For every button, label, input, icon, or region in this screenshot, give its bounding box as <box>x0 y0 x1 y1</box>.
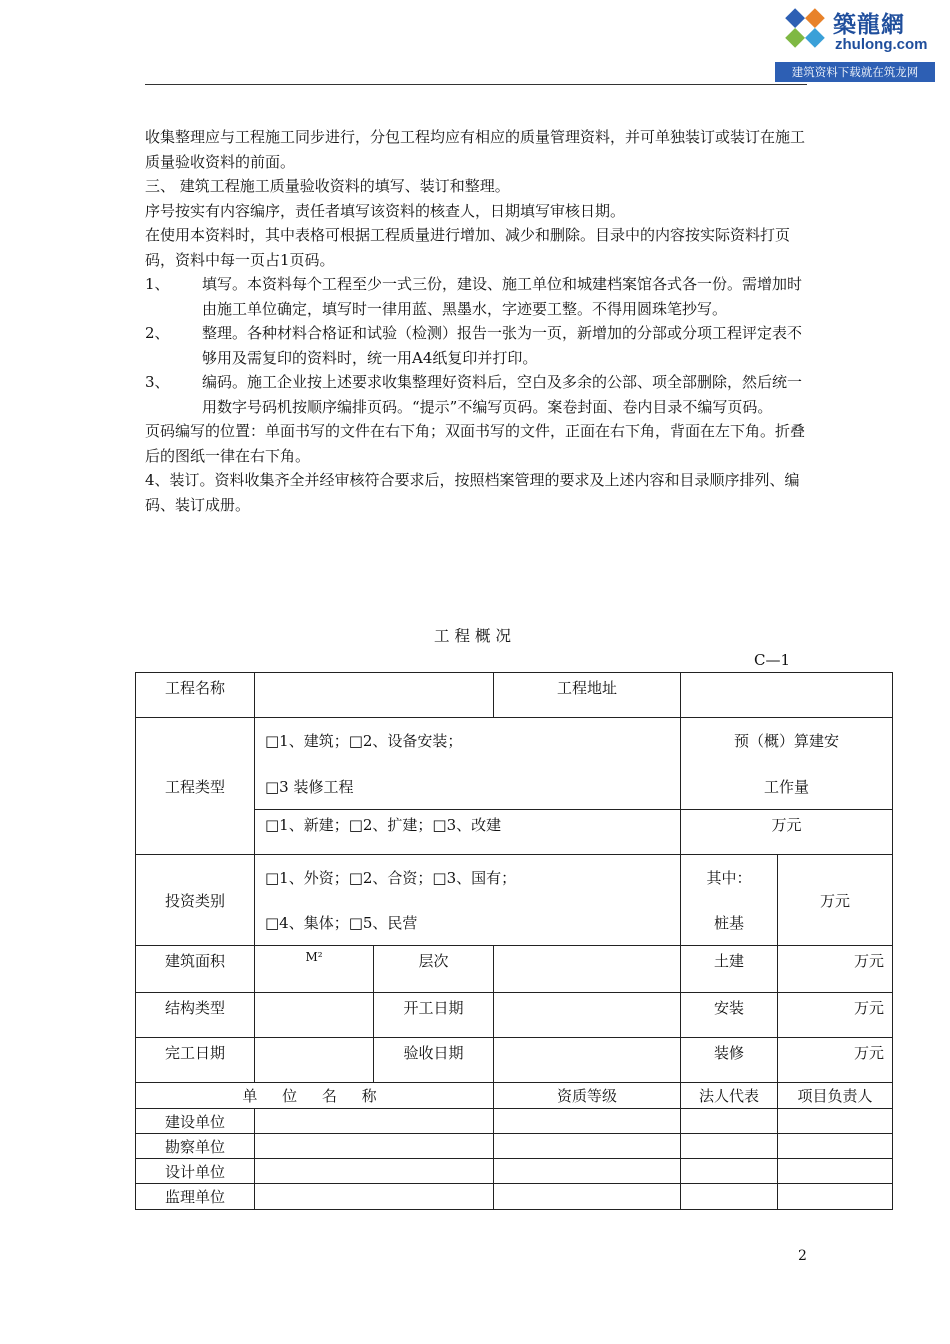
unit-label: 勘察单位 <box>136 1134 255 1159</box>
list-number: 3、 <box>145 373 170 391</box>
logo-slogan: 建筑资料下载就在筑龙网 <box>775 62 935 82</box>
unit-label: 建设单位 <box>136 1109 255 1134</box>
list-number: 2、 <box>145 324 170 342</box>
table-code: C—1 <box>754 651 791 669</box>
list-text: 整理。各种材料合格证和试验（检测）报告一张为一页，新增加的分部或分项工程评定表不够用及需复印的资料时，统一用A4纸复印并打印。 <box>202 324 803 367</box>
project-address-value <box>681 673 893 718</box>
page-number: 2 <box>798 1248 807 1264</box>
list-item <box>145 272 810 321</box>
finish-date-label: 完工日期 <box>136 1038 255 1083</box>
investment-line1: □1、外资；□2、合资；□3、国有； <box>265 869 517 887</box>
list-text: 填写。本资料每个工程至少一式三份，建设、施工单位和城建档案馆各式各一份。需增加时由施工单位确定，填写时一律用蓝、黑墨水，字迹要工整。不得用圆珠笔抄写。 <box>202 275 803 318</box>
body-text <box>145 125 810 517</box>
unit-name-header: 单 位 名 称 <box>136 1083 494 1109</box>
legal-rep-cell <box>681 1184 778 1210</box>
project-type-line2: □3 装修工程 <box>265 777 354 796</box>
start-date-label: 开工日期 <box>374 993 494 1038</box>
project-lead-cell <box>778 1109 893 1134</box>
finish-date-value <box>255 1038 374 1083</box>
section-heading: 三、 建筑工程施工质量验收资料的填写、装订和整理。 <box>145 177 510 195</box>
list-number: 1、 <box>145 275 170 293</box>
budget-label <box>681 718 893 810</box>
table-row <box>136 946 893 993</box>
unit-name-cell <box>255 1109 494 1134</box>
build-type-options: □1、新建；□2、扩建；□3、改建 <box>255 810 681 855</box>
header-rule <box>145 84 807 85</box>
table-row <box>136 855 893 946</box>
qualification-cell <box>494 1159 681 1184</box>
pile-unit: 万元 <box>778 855 893 946</box>
logo-top <box>775 0 935 60</box>
table-row <box>136 1159 893 1184</box>
investment-options <box>255 855 681 946</box>
accept-date-label: 验收日期 <box>374 1038 494 1083</box>
legal-rep-header: 法人代表 <box>681 1083 778 1109</box>
paragraph: 序号按实有内容编序，责任者填写该资料的核查人，日期填写审核日期。 <box>145 201 626 220</box>
civil-label: 土建 <box>681 946 778 993</box>
zhulong-logo <box>775 0 935 82</box>
area-unit: M² <box>255 946 374 993</box>
qualification-cell <box>494 1134 681 1159</box>
qualification-cell <box>494 1184 681 1210</box>
project-overview-table <box>135 672 893 1210</box>
list-item <box>145 321 810 370</box>
unit-name-cell <box>255 1134 494 1159</box>
unit-label: 监理单位 <box>136 1184 255 1210</box>
pile-text: 桩基 <box>713 914 744 932</box>
legal-rep-cell <box>681 1134 778 1159</box>
table-title: 工程概况 <box>433 627 516 645</box>
project-lead-header: 项目负责人 <box>778 1083 893 1109</box>
table-row <box>136 1038 893 1083</box>
civil-unit: 万元 <box>778 946 893 993</box>
paragraph: 收集整理应与工程施工同步进行，分包工程均应有相应的质量管理资料，并可单独装订或装订在施工质量验收资料的前面。 <box>145 128 806 171</box>
unit-label: 设计单位 <box>136 1159 255 1184</box>
investment-label: 投资类别 <box>136 855 255 946</box>
budget-unit: 万元 <box>681 810 893 855</box>
logo-name: 築龍網 <box>833 11 905 38</box>
investment-line2: □4、集体；□5、民营 <box>265 914 418 932</box>
paragraph: 页码编写的位置：单面书写的文件在右下角；双面书写的文件，正面在右下角，背面在左下角。折叠后的图纸一律在右下角。 <box>145 422 806 465</box>
unit-name-cell <box>255 1184 494 1210</box>
unit-name-cell <box>255 1159 494 1184</box>
install-unit: 万元 <box>778 993 893 1038</box>
project-address-label: 工程地址 <box>494 673 681 718</box>
table-header-row <box>136 1083 893 1109</box>
budget-label-line2: 工作量 <box>763 777 809 796</box>
project-lead-cell <box>778 1134 893 1159</box>
floors-value <box>494 946 681 993</box>
project-type-line1: □1、建筑；□2、设备安装； <box>265 732 463 751</box>
list-text: 编码。施工企业按上述要求收集整理好资料后，空白及多余的公部、项全部删除，然后统一用数字号码机按顺序编排页码。“提示”不编写页码。案卷封面、卷内目录不编写页码。 <box>202 373 803 416</box>
project-lead-cell <box>778 1184 893 1210</box>
legal-rep-cell <box>681 1109 778 1134</box>
table-row <box>136 1184 893 1210</box>
area-label: 建筑面积 <box>136 946 255 993</box>
project-type-label: 工程类型 <box>136 718 255 855</box>
qualification-header: 资质等级 <box>494 1083 681 1109</box>
project-lead-cell <box>778 1159 893 1184</box>
table-row <box>136 673 893 718</box>
table-row <box>136 1134 893 1159</box>
project-name-value <box>255 673 494 718</box>
logo-domain: zhulong.com <box>835 36 928 53</box>
paragraph: 4、装订。资料收集齐全并经审核符合要求后，按照档案管理的要求及上述内容和目录顺序排列、编码、装订成册。 <box>145 471 800 514</box>
qualification-cell <box>494 1109 681 1134</box>
budget-label-line1: 预（概）算建安 <box>733 732 839 751</box>
install-label: 安装 <box>681 993 778 1038</box>
project-name-label: 工程名称 <box>136 673 255 718</box>
pile-label <box>681 855 778 946</box>
table-row <box>136 993 893 1038</box>
among-label: 其中： <box>706 869 752 887</box>
project-type-options <box>255 718 681 810</box>
decor-unit: 万元 <box>778 1038 893 1083</box>
decor-label: 装修 <box>681 1038 778 1083</box>
paragraph: 在使用本资料时，其中表格可根据工程质量进行增加、减少和删除。目录中的内容按实际资料打页码，资料中每一页占1页码。 <box>145 226 791 269</box>
floors-label: 层次 <box>374 946 494 993</box>
legal-rep-cell <box>681 1159 778 1184</box>
table-row <box>136 1109 893 1134</box>
logo-mark-icon <box>781 4 829 52</box>
list-item <box>145 370 810 419</box>
accept-date-value <box>494 1038 681 1083</box>
table-row <box>136 718 893 810</box>
start-date-value <box>494 993 681 1038</box>
structure-value <box>255 993 374 1038</box>
structure-label: 结构类型 <box>136 993 255 1038</box>
